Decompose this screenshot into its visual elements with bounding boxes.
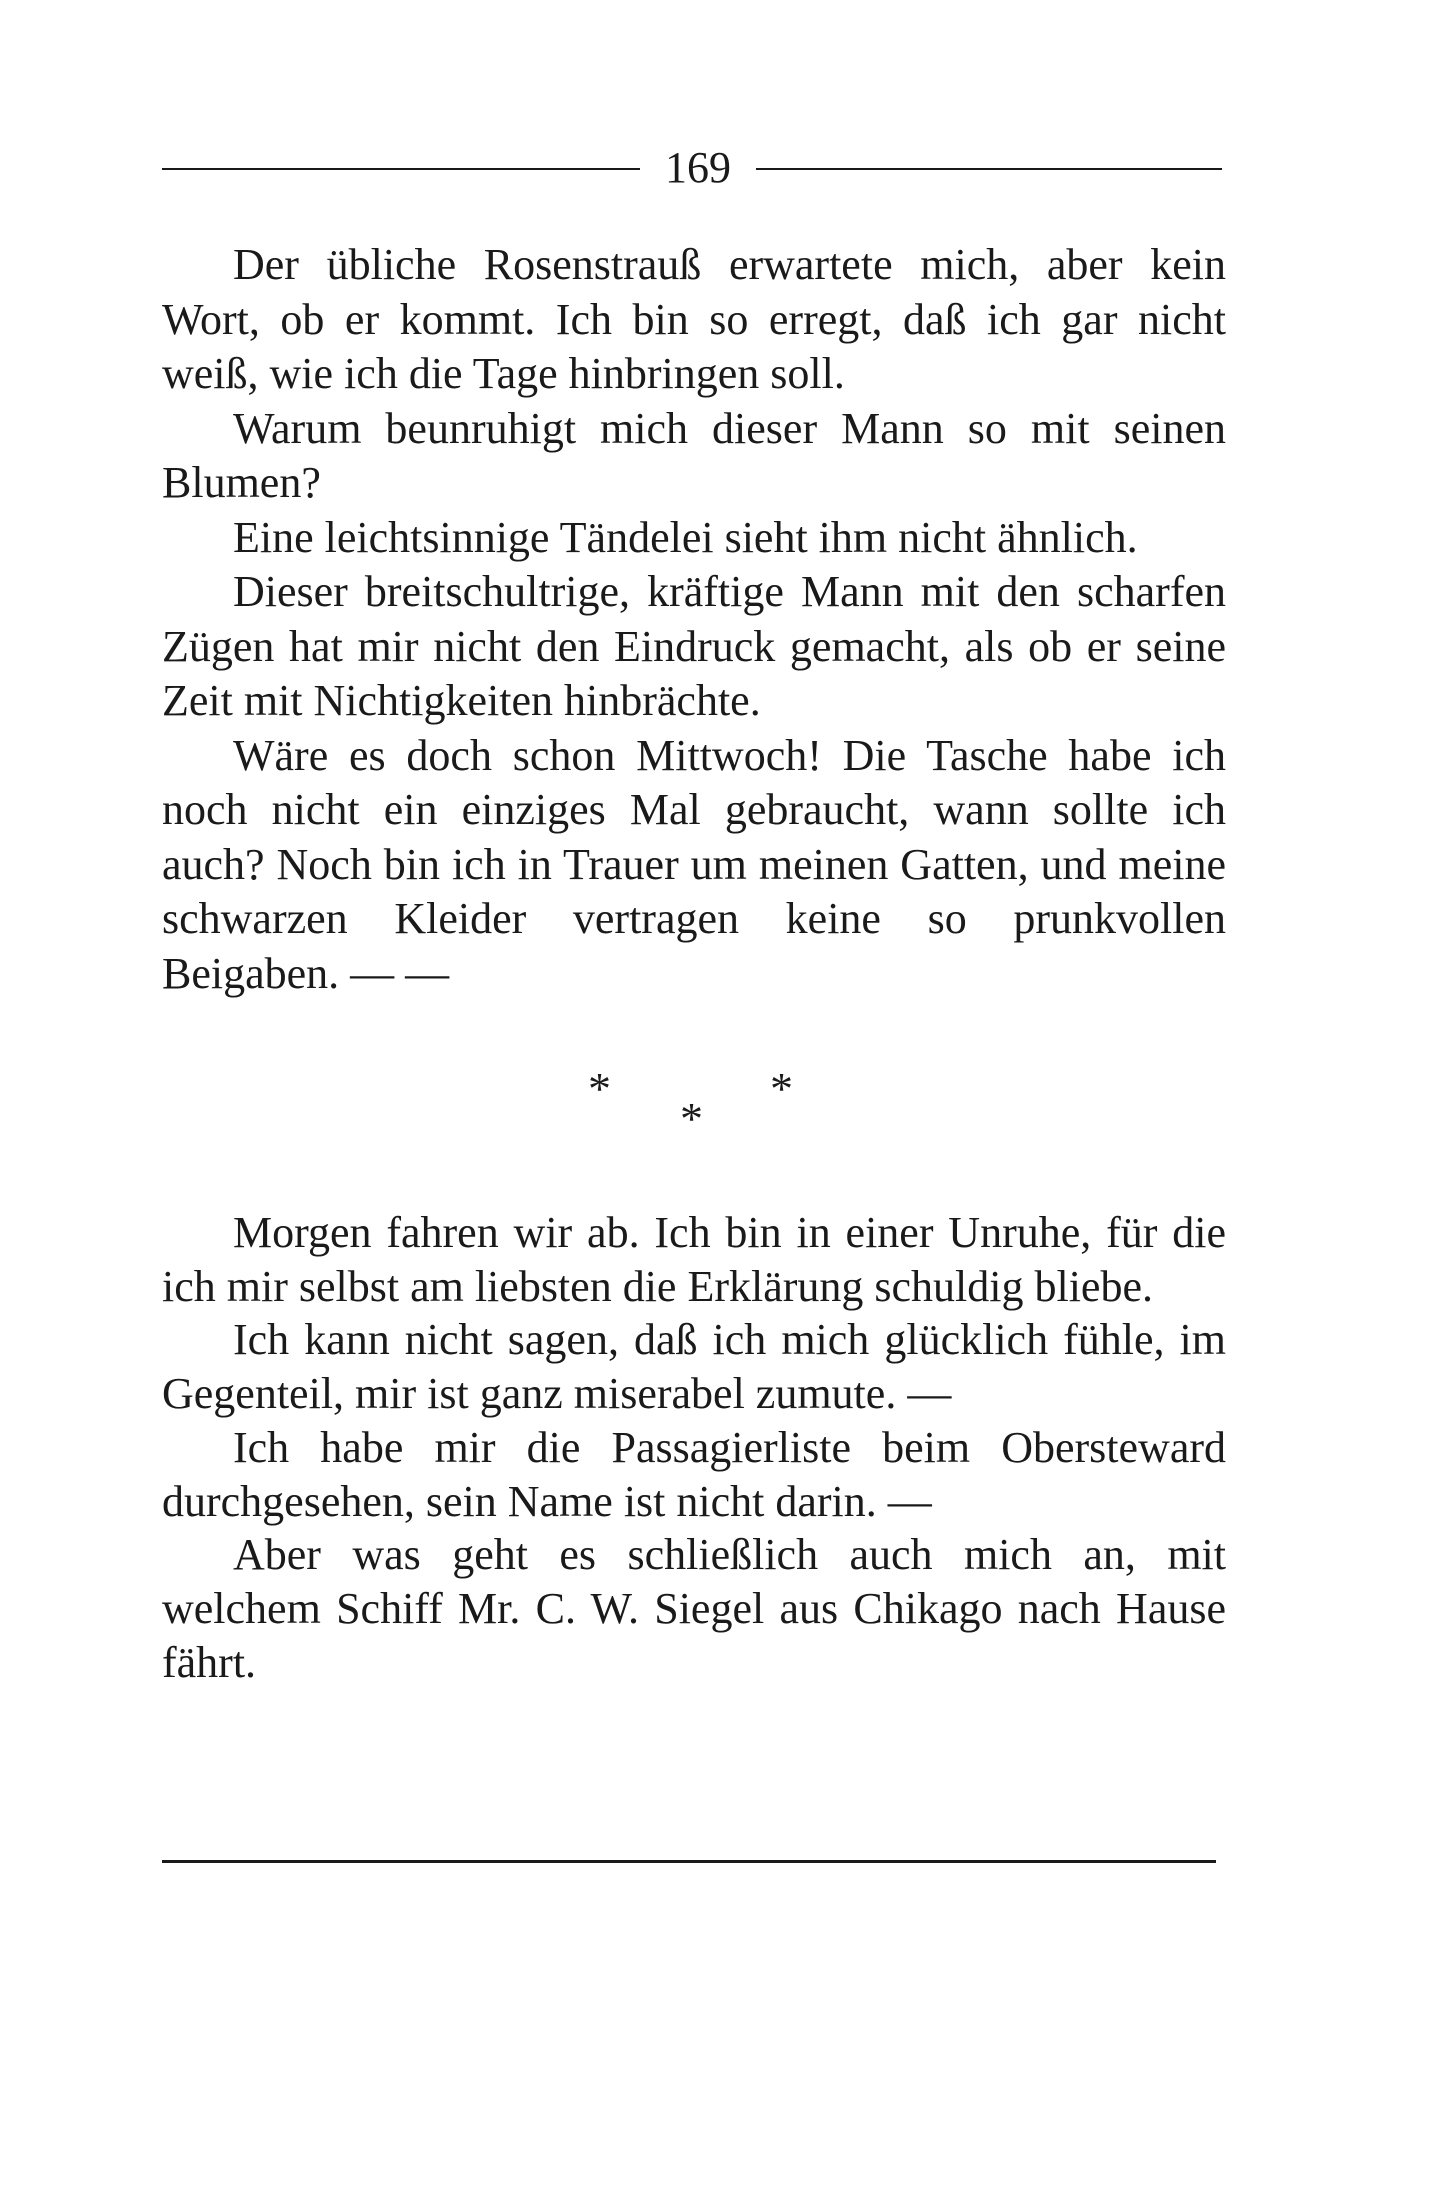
paragraph: Der übliche Rosenstrauß erwartete mich, aber kein Wort, ob er kommt. Ich bin so erregt, daß ich gar nicht weiß, wie ich die Tage hinbringen soll.	[162, 240, 1226, 398]
paragraph: Aber was geht es schließlich auch mich an, mit welchem Schiff Mr. C. W. Siegel aus Chikago nach Hause fährt.	[162, 1530, 1226, 1687]
asterisk-right: *	[770, 1063, 793, 1114]
header-rule-left	[162, 168, 640, 170]
paragraph: Warum beunruhigt mich dieser Mann so mit seinen Blumen?	[162, 403, 1226, 507]
page-header	[162, 140, 1222, 200]
section-break-asterism	[560, 1052, 820, 1142]
header-rule-right	[756, 168, 1222, 170]
paragraph: Ich habe mir die Passagierliste beim Obersteward durchgesehen, sein Name ist nicht darin. —	[162, 1422, 1226, 1526]
paragraph: Dieser breitschultrige, kräftige Mann mit den scharfen Zügen hat mir nicht den Eindruck gemacht, als ob er seine Zeit mit Nichtigkeiten hinbrächte.	[162, 567, 1226, 725]
footer-rule	[162, 1860, 1216, 1863]
asterisk-bottom: *	[680, 1093, 703, 1144]
paragraph: Eine leichtsinnige Tändelei sieht ihm nicht ähnlich.	[233, 512, 1138, 562]
text-section-2	[162, 1206, 1226, 1689]
paragraph: Morgen fahren wir ab. Ich bin in einer Unruhe, für die ich mir selbst am liebsten die Erklärung schuldig bliebe.	[162, 1208, 1226, 1311]
page-number: 169	[665, 143, 731, 192]
asterisk-left: *	[588, 1063, 611, 1114]
text-section-1	[162, 238, 1226, 1001]
paragraph: Wäre es doch schon Mittwoch! Die Tasche habe ich noch nicht ein einziges Mal gebraucht, wann sollte ich auch? Noch bin ich in Trauer um meinen Gatten, und meine schwarzen Kleider vertragen keine so prunkvollen Beigaben. — —	[162, 730, 1226, 998]
paragraph: Ich kann nicht sagen, daß ich mich glücklich fühle, im Gegenteil, mir ist ganz miserabel zumute. —	[162, 1315, 1226, 1419]
